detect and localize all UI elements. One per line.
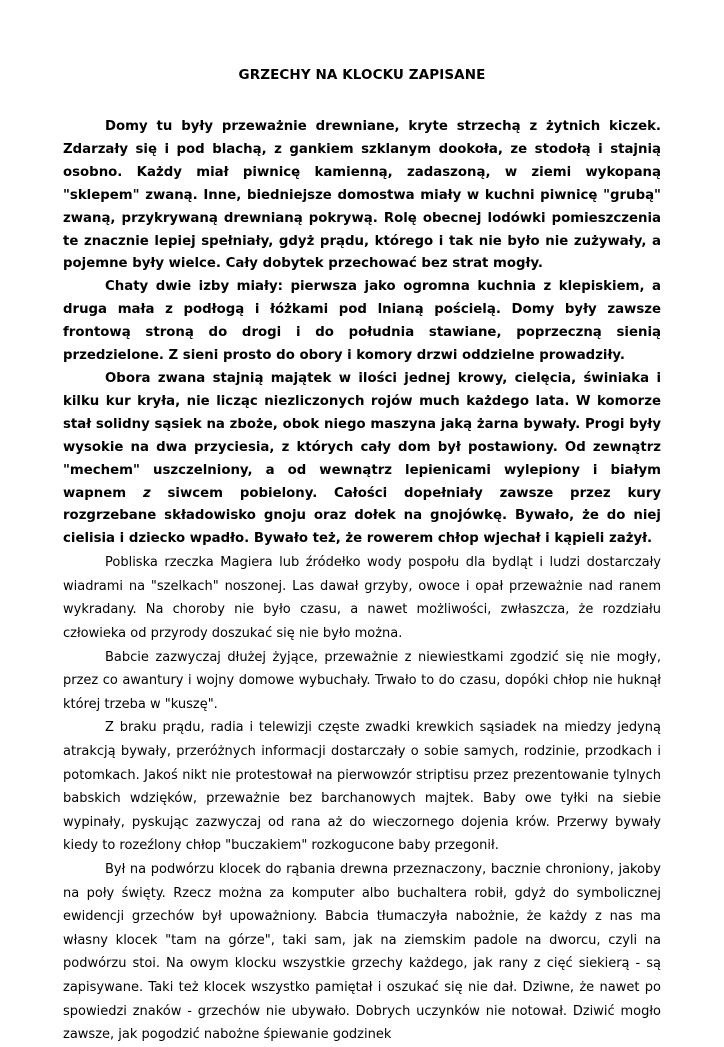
paragraph-5 [63,646,661,717]
paragraph-3 [63,368,661,551]
paragraph-6 [63,716,661,858]
paragraph-text: Był na podwórzu klocek do rąbania drewna przeznaczony, bacznie chroniony, jakoby na poły święty. Rzecz można za komputer albo buchaltera robił, gdyż do symbolicznej ewidencji grzechów był upoważniony. Babcia tłumaczyła nabożnie, że każdy z nas ma własny klocek "tam na górze", taki sam, jak na ziemskim padole na dworcu, czyli na podwórzu stoi. Na owym klocku wszystkie grzechy każdego, jak rany z cięć siekierą - są zapisywane. Taki też klocek wszystko pamiętał i oszukać się nie dał. Dziwne, że nawet po spowiedzi znaków - grzechów nie ubywało. Dobrych uczynków nie notował. Dziwić mogło zawsze, jak pogodzić nabożne śpiewanie godzinek [63,861,661,1043]
paragraph-7 [63,858,661,1047]
paragraph-text: siwcem pobielony. Całości dopełniały zawsze przez kury rozgrzebane składowisko gnoju oraz dołek na gnojówkę. Bywało, że do niej cielisia i dziecko wpadło. Bywało też, że rowerem chłop wjechał i kąpieli zażył. [63,485,661,547]
paragraph-text: Babcie zazwyczaj dłużej żyjące, przeważnie z niewiestkami zgodzić się nie mogły, przez co awantury i wojny domowe wybuchały. Trwało to do czasu, dopóki chłop nie huknął której trzeba w "kuszę". [63,649,661,712]
paragraph-text: Chaty dwie izby miały: pierwsza jako ogromna kuchnia z klepiskiem, a druga mała z podłogą i łóżkami pod lnianą pościelą. Domy były zawsze frontową stroną do drogi i do południa stawiane, poprzeczną sienią przedzielone. Z sieni prosto do obory i komory drzwi oddzielne prowadziły. [63,279,661,364]
paragraph-text: Z braku prądu, radia i telewizji częste zwadki krewkich sąsiadek na miedzy jedyną atrakcją bywały, przeróżnych informacji dostarczały o sobie samych, rodzinie, przodkach i potomkach. Jakoś nikt nie protestował na pierwowzór striptisu przez prezentowanie tylnych babskich wdzięków, przeważnie bez barchanowych majtek. Baby owe tyłki na siebie wypinały, pyskując zazwyczaj od rana aż do wieczornego dojenia krów. Przerwy bywały kiedy to rozeźlony chłop "buczakiem" rozkogucone baby przegonił. [63,720,661,854]
paragraph-text: Domy tu były przeważnie drewniane, kryte strzechą z żytnich kiczek. Zdarzały się i pod blachą, z gankiem szklanym dookoła, ze stodołą i stajnią osobno. Każdy miał piwnicę kamienną, zadaszoną, w ziemi wykopaną "sklepem" zwaną. Inne, biedniejsze domostwa miały w kuchni piwnicę "grubą" zwaną, przykrywaną drewnianą pokrywą. Rolę obecnej lodówki pomieszczenia te znacznie lepiej spełniały, gdyż prądu, którego i tak nie było nie zużywały, a pojemne były wielce. Cały dobytek przechować bez strat mogły. [63,119,661,272]
document-body [63,116,661,1047]
paragraph-text: Pobliska rzeczka Magiera lub źródełko wody pospołu dla bydląt i ludzi dostarczały wiadrami na "szelkach" noszonej. Las dawał grzyby, owoce i opał przeważnie nad ranem wykradany. Na choroby nie było czasu, a nawet możliwości, zwłaszcza, że rozdziału człowieka od przyrody doszukać się nie było można. [63,555,661,641]
document-title: GRZECHY NA KLOCKU ZAPISANE [238,67,486,83]
paragraph-text: Obora zwana stajnią majątek w ilości jednej krowy, cielęcia, świniaka i kilku kur kryła, nie licząc niezliczonych rojów much każdego lata. W komorze stał solidny sąsiek na zboże, obok niego maszyna jaką żarna bywały. Progi były wysokie na dwa przyciesia, z których cały dom był postawiony. Od zewnątrz "mechem" uszczelniony, a od wewnątrz lepienicami wylepiony i białym wapnem [63,370,661,501]
italic-word: z [142,485,151,501]
paragraph-1 [63,116,661,276]
paragraph-4 [63,551,661,645]
paragraph-2 [63,276,661,368]
